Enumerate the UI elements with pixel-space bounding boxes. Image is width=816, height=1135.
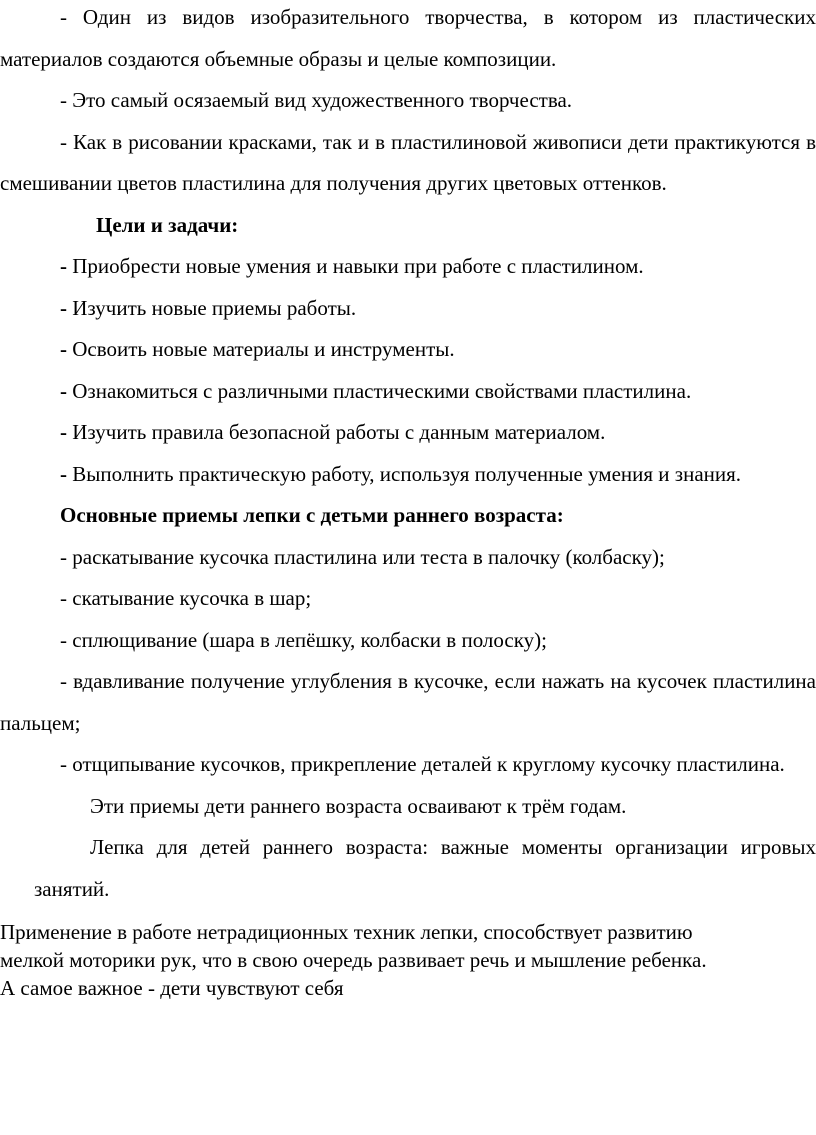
subheading-paragraph: Лепка для детей раннего возраста: важные моменты организации игровых занятий. — [34, 835, 816, 901]
goal-text: Изучить правила безопасной работы с данным материалом. — [72, 420, 606, 444]
goal-text: Освоить новые материалы и инструменты. — [72, 337, 455, 361]
goal-dash: - — [60, 461, 67, 486]
goal-item — [0, 246, 816, 288]
goal-dash: - — [60, 337, 67, 361]
goal-text: Ознакомиться с различными пластическими свойствами пластилина. — [72, 378, 692, 403]
intro-paragraph-2: - Это самый осязаемый вид художественного творчества. — [60, 88, 573, 112]
goal-dash: - — [60, 378, 67, 403]
goal-item — [0, 371, 816, 413]
technique-item: - раскатывание кусочка пластилина или теста в палочку (колбаску); — [60, 544, 665, 569]
tail-line-2: мелкой моторики рук, что в свою очередь развивает речь и мышление ребенка. — [0, 948, 707, 972]
intro-paragraph-1: - Один из видов изобразительного творчества, в котором из пластических материалов создаются объемные образы и целые композиции. — [0, 5, 816, 71]
goal-item — [0, 329, 816, 371]
intro-paragraph-3: - Как в рисовании красками, так и в пластилиновой живописи дети практикуются в смешивании цветов пластилина для получения других цветовых оттенков. — [0, 129, 816, 195]
goal-text: Выполнить практическую работу, используя полученные умения и знания. — [72, 461, 742, 486]
goal-dash: - — [60, 420, 67, 444]
goal-item — [0, 288, 816, 330]
technique-item: - сплющивание (шара в лепёшку, колбаски в полоску); — [60, 627, 547, 652]
goal-item — [0, 454, 816, 496]
tail-line-1: Применение в работе нетрадиционных техник лепки, способствует развитию — [0, 920, 693, 944]
goals-heading: Цели и задачи: — [96, 212, 239, 237]
technique-item: - вдавливание получение углубления в кусочке, если нажать на кусочек пластилина пальцем; — [0, 669, 816, 735]
goal-dash: - — [60, 295, 67, 320]
techniques-heading: Основные приемы лепки с детьми раннего возраста: — [60, 503, 564, 527]
goal-text: Приобрести новые умения и навыки при работе с пластилином. — [72, 254, 644, 278]
goal-text: Изучить новые приемы работы. — [72, 295, 357, 320]
tail-line-3: А самое важное - дети чувствуют себя — [0, 976, 344, 1000]
technique-item: - отщипывание кусочков, прикрепление деталей к круглому кусочку пластилина. — [60, 752, 785, 776]
technique-item: - скатывание кусочка в шар; — [60, 586, 312, 610]
summary-paragraph: Эти приемы дети раннего возраста осваивают к трём годам. — [90, 793, 627, 818]
goal-dash: - — [60, 254, 67, 278]
goal-item — [0, 412, 816, 454]
